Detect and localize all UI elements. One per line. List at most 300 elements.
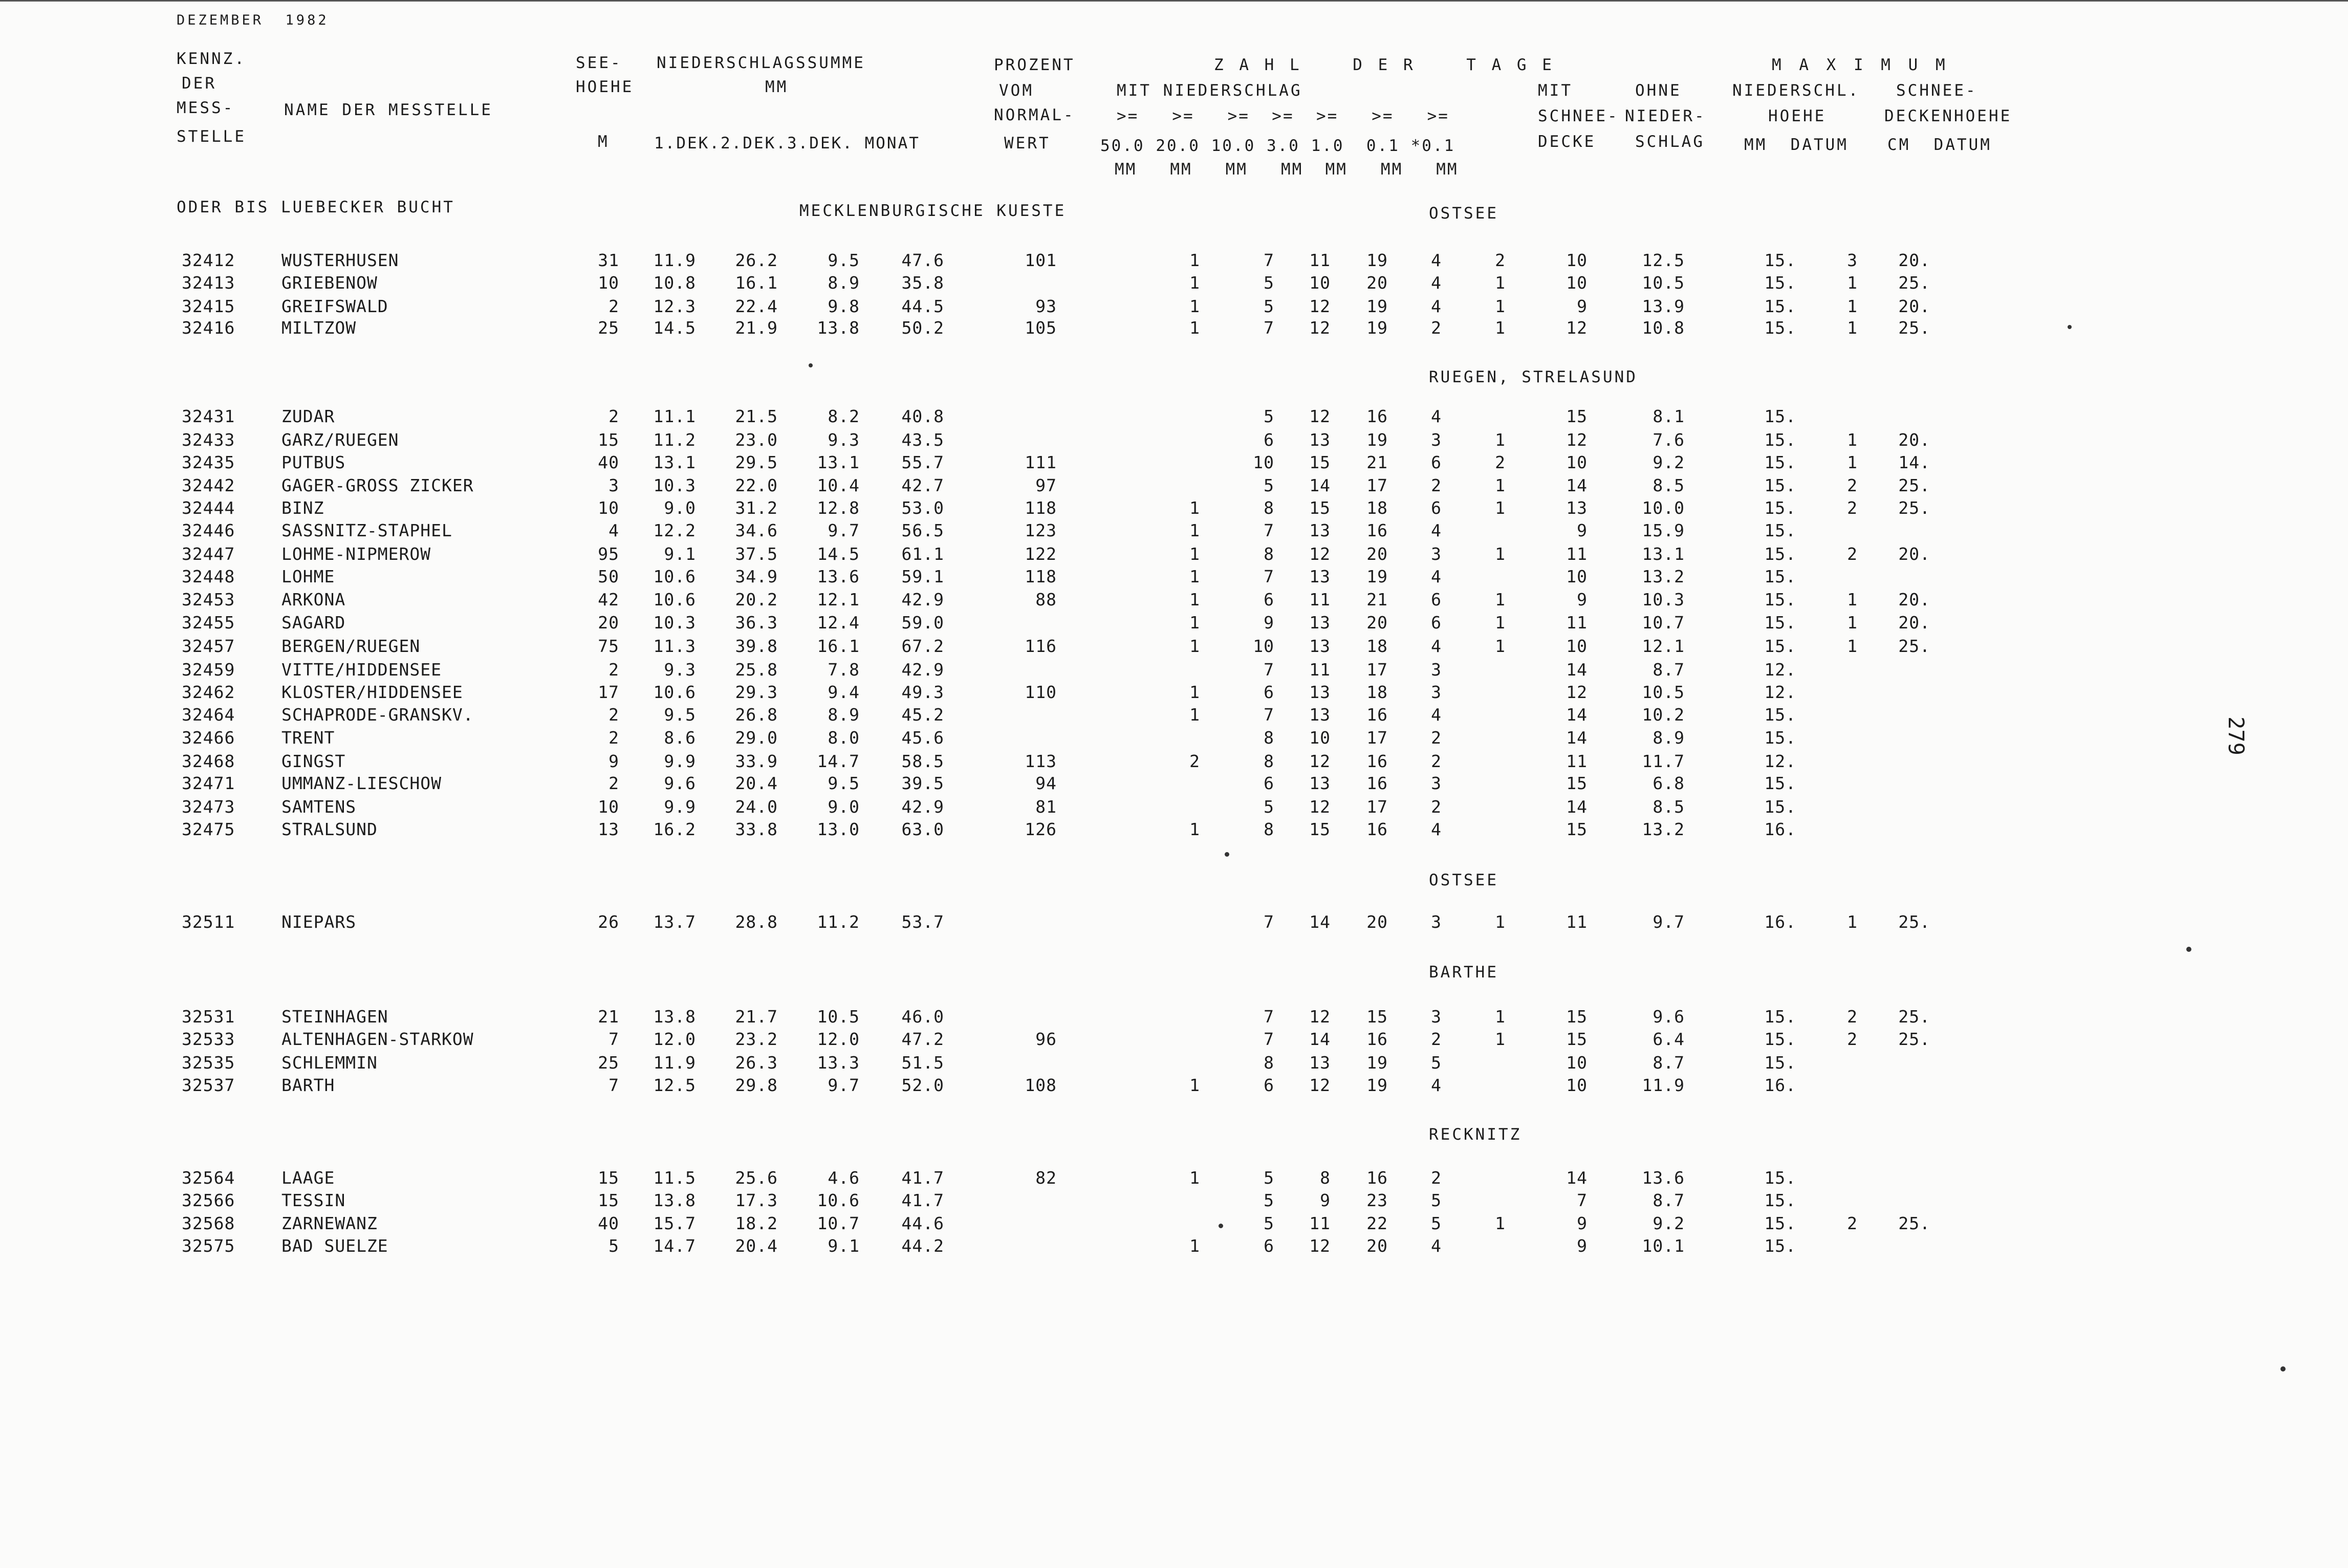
cell-id: 32537 xyxy=(182,1075,235,1095)
cell-schnee-cm: 14. xyxy=(1898,452,1930,472)
cell-schnee-cm: 25. xyxy=(1898,1007,1930,1027)
cell-ohne-ns: 8.5 xyxy=(1653,475,1685,495)
cell-max-mm: 12. xyxy=(1764,751,1796,771)
cell-name: TRENT xyxy=(281,728,335,748)
cell-d2: 29.0 xyxy=(735,728,778,748)
cell-ohne-ns: 13.6 xyxy=(1642,1168,1685,1188)
cell-d3: 13.3 xyxy=(817,1053,860,1073)
cell-d1: 16.2 xyxy=(653,819,696,839)
cell-d1: 9.9 xyxy=(664,751,696,771)
cell-name: LAAGE xyxy=(281,1168,335,1188)
cell-d1: 14.5 xyxy=(653,318,696,338)
cell-d1: 11.5 xyxy=(653,1168,696,1188)
cell-tlt: 1 xyxy=(1495,613,1506,633)
cell-t10: 7 xyxy=(1264,1029,1274,1049)
cell-t1: 18 xyxy=(1366,498,1388,518)
cell-t01: 6 xyxy=(1431,590,1442,609)
cell-t01: 4 xyxy=(1431,819,1442,839)
cell-t1: 16 xyxy=(1366,406,1388,426)
cell-name: SAGARD xyxy=(281,613,346,633)
cell-t10: 7 xyxy=(1264,318,1274,338)
name-header: NAME DER MESSTELLE xyxy=(284,101,493,119)
cell-monat: 63.0 xyxy=(901,819,944,839)
cell-hoehe: 95 xyxy=(598,544,619,564)
cell-id: 32464 xyxy=(182,705,235,725)
cell-t3: 9 xyxy=(1320,1190,1331,1210)
cell-t01: 5 xyxy=(1431,1190,1442,1210)
cell-hoehe: 3 xyxy=(608,475,619,495)
cell-schnee-tage: 10 xyxy=(1566,1053,1588,1073)
cell-monat: 40.8 xyxy=(901,406,944,426)
cell-t20: 1 xyxy=(1189,544,1200,564)
cell-schnee-tage: 11 xyxy=(1566,751,1588,771)
cell-t10: 10 xyxy=(1253,636,1274,656)
cell-hoehe: 15 xyxy=(598,430,619,450)
cell-d2: 23.2 xyxy=(735,1029,778,1049)
cell-t01: 4 xyxy=(1431,296,1442,316)
cell-id: 32447 xyxy=(182,544,235,564)
ns-summe-header: NIEDERSCHLAGSSUMME xyxy=(657,54,865,72)
cell-schnee-tage: 9 xyxy=(1577,590,1588,609)
cell-schnee-tage: 12 xyxy=(1566,318,1588,338)
cell-hoehe: 10 xyxy=(598,797,619,817)
cell-t3: 12 xyxy=(1309,296,1331,316)
max-schnee-header-1: SCHNEE- xyxy=(1896,81,1977,100)
dekaden-header: 1.DEK.2.DEK.3.DEK. MONAT xyxy=(654,134,920,153)
cell-max-mm: 15. xyxy=(1764,296,1796,316)
see-header-2: HOEHE xyxy=(576,78,634,96)
cell-d1: 13.7 xyxy=(653,912,696,932)
cell-d2: 22.4 xyxy=(735,296,778,316)
cell-d2: 21.5 xyxy=(735,406,778,426)
cell-t3: 13 xyxy=(1309,705,1331,725)
cell-d3: 12.1 xyxy=(817,590,860,609)
cell-d2: 23.0 xyxy=(735,430,778,450)
cell-schnee-cm: 25. xyxy=(1898,318,1930,338)
cell-schnee-tage: 14 xyxy=(1566,797,1588,817)
cell-max-mm: 15. xyxy=(1764,318,1796,338)
cell-t01: 6 xyxy=(1431,498,1442,518)
cell-d1: 10.8 xyxy=(653,273,696,293)
cell-monat: 52.0 xyxy=(901,1075,944,1095)
cell-t01: 3 xyxy=(1431,660,1442,680)
cell-t1: 16 xyxy=(1366,773,1388,793)
cell-d1: 8.6 xyxy=(664,728,696,748)
cell-t1: 21 xyxy=(1366,590,1388,609)
max-ns-header-3: MM DATUM xyxy=(1744,136,1849,154)
cell-monat: 42.9 xyxy=(901,590,944,609)
cell-t20: 1 xyxy=(1189,819,1200,839)
cell-t01: 3 xyxy=(1431,773,1442,793)
cell-schnee-cm: 20. xyxy=(1898,250,1930,270)
cell-max-mm: 15. xyxy=(1764,705,1796,725)
cell-d1: 10.6 xyxy=(653,567,696,586)
cell-t1: 16 xyxy=(1366,1168,1388,1188)
cell-ohne-ns: 9.6 xyxy=(1653,1007,1685,1027)
cell-schnee-cm: 25. xyxy=(1898,273,1930,293)
mit-schnee-header-3: DECKE xyxy=(1538,133,1596,151)
cell-d2: 25.6 xyxy=(735,1168,778,1188)
cell-schnee-tage: 10 xyxy=(1566,636,1588,656)
cell-max-mm: 15. xyxy=(1764,1029,1796,1049)
cell-name: SASSNITZ-STAPHEL xyxy=(281,520,452,540)
cell-d1: 10.3 xyxy=(653,475,696,495)
cell-id: 32416 xyxy=(182,318,235,338)
cell-d1: 9.5 xyxy=(664,705,696,725)
cell-hoehe: 42 xyxy=(598,590,619,609)
cell-t20: 1 xyxy=(1189,682,1200,702)
cell-t20: 1 xyxy=(1189,613,1200,633)
cell-t01: 3 xyxy=(1431,682,1442,702)
cell-ohne-ns: 10.7 xyxy=(1642,613,1685,633)
cell-id: 32459 xyxy=(182,660,235,680)
prozent-header-1: PROZENT xyxy=(994,56,1075,74)
cell-hoehe: 21 xyxy=(598,1007,619,1027)
cell-max-datum: 1 xyxy=(1847,273,1858,293)
cell-d2: 26.8 xyxy=(735,705,778,725)
cell-d1: 9.0 xyxy=(664,498,696,518)
cell-max-mm: 16. xyxy=(1764,1075,1796,1095)
cell-schnee-cm: 20. xyxy=(1898,613,1930,633)
cell-t10: 8 xyxy=(1264,728,1274,748)
cell-ohne-ns: 10.8 xyxy=(1642,318,1685,338)
cell-ohne-ns: 10.5 xyxy=(1642,273,1685,293)
cell-max-mm: 15. xyxy=(1764,273,1796,293)
cell-t3: 12 xyxy=(1309,751,1331,771)
cell-d3: 8.0 xyxy=(828,728,860,748)
prozent-header-2: VOM xyxy=(999,81,1034,100)
cell-d1: 12.5 xyxy=(653,1075,696,1095)
cell-ohne-ns: 8.9 xyxy=(1653,728,1685,748)
section-recknitz: RECKNITZ xyxy=(1429,1125,1522,1144)
cell-t1: 16 xyxy=(1366,751,1388,771)
cell-name: BERGEN/RUEGEN xyxy=(281,636,421,656)
cell-t10: 6 xyxy=(1264,1236,1274,1256)
cell-d2: 29.8 xyxy=(735,1075,778,1095)
ohne-ns-header-1: OHNE xyxy=(1635,81,1682,100)
mit-schnee-header-2: SCHNEE- xyxy=(1538,107,1619,125)
cell-d2: 33.8 xyxy=(735,819,778,839)
cell-schnee-tage: 15 xyxy=(1566,1007,1588,1027)
cell-max-datum: 3 xyxy=(1847,250,1858,270)
cell-d1: 9.1 xyxy=(664,544,696,564)
cell-t3: 12 xyxy=(1309,544,1331,564)
cell-t20: 1 xyxy=(1189,1168,1200,1188)
cell-t01: 3 xyxy=(1431,912,1442,932)
cell-t01: 3 xyxy=(1431,544,1442,564)
cell-monat: 44.2 xyxy=(901,1236,944,1256)
cell-name: GRIEBENOW xyxy=(281,273,378,293)
threshold-unit-row: MM MM MM MM MM MM MM xyxy=(1115,160,1459,179)
cell-max-mm: 16. xyxy=(1764,912,1796,932)
cell-ohne-ns: 8.7 xyxy=(1653,1053,1685,1073)
cell-t01: 2 xyxy=(1431,1029,1442,1049)
cell-d1: 9.6 xyxy=(664,773,696,793)
cell-name: BINZ xyxy=(281,498,324,518)
cell-id: 32535 xyxy=(182,1053,235,1073)
cell-hoehe: 13 xyxy=(598,819,619,839)
cell-max-datum: 1 xyxy=(1847,912,1858,932)
cell-schnee-tage: 12 xyxy=(1566,682,1588,702)
cell-max-datum: 1 xyxy=(1847,296,1858,316)
cell-d3: 14.7 xyxy=(817,751,860,771)
cell-max-mm: 15. xyxy=(1764,406,1796,426)
section-ostsee-2: OSTSEE xyxy=(1429,871,1498,889)
cell-d1: 11.3 xyxy=(653,636,696,656)
cell-t01: 4 xyxy=(1431,406,1442,426)
cell-max-datum: 1 xyxy=(1847,636,1858,656)
cell-t3: 12 xyxy=(1309,406,1331,426)
cell-prozent: 126 xyxy=(1025,819,1057,839)
cell-schnee-cm: 25. xyxy=(1898,1029,1930,1049)
cell-schnee-tage: 12 xyxy=(1566,430,1588,450)
cell-monat: 43.5 xyxy=(901,430,944,450)
cell-prozent: 82 xyxy=(1035,1168,1057,1188)
cell-id: 32457 xyxy=(182,636,235,656)
cell-t1: 15 xyxy=(1366,1007,1388,1027)
cell-id: 32435 xyxy=(182,452,235,472)
cell-d1: 10.3 xyxy=(653,613,696,633)
cell-prozent: 96 xyxy=(1035,1029,1057,1049)
cell-d3: 9.8 xyxy=(828,296,860,316)
ohne-ns-header-2: NIEDER- xyxy=(1625,107,1706,125)
cell-ohne-ns: 8.1 xyxy=(1653,406,1685,426)
cell-monat: 41.7 xyxy=(901,1190,944,1210)
cell-t1: 21 xyxy=(1366,452,1388,472)
scan-speck xyxy=(2186,947,2191,952)
cell-t01: 2 xyxy=(1431,797,1442,817)
cell-max-datum: 2 xyxy=(1847,498,1858,518)
cell-hoehe: 2 xyxy=(608,406,619,426)
cell-id: 32433 xyxy=(182,430,235,450)
cell-id: 32412 xyxy=(182,250,235,270)
cell-d2: 33.9 xyxy=(735,751,778,771)
cell-name: GREIFSWALD xyxy=(281,296,388,316)
cell-prozent: 81 xyxy=(1035,797,1057,817)
cell-t1: 17 xyxy=(1366,797,1388,817)
cell-d2: 20.4 xyxy=(735,773,778,793)
scan-speck xyxy=(1219,1224,1223,1228)
cell-t01: 4 xyxy=(1431,705,1442,725)
cell-tlt: 1 xyxy=(1495,318,1506,338)
cell-monat: 44.6 xyxy=(901,1213,944,1233)
cell-prozent: 108 xyxy=(1025,1075,1057,1095)
cell-d1: 11.9 xyxy=(653,250,696,270)
cell-hoehe: 15 xyxy=(598,1190,619,1210)
cell-d2: 17.3 xyxy=(735,1190,778,1210)
cell-d2: 29.3 xyxy=(735,682,778,702)
cell-name: ALTENHAGEN-STARKOW xyxy=(281,1029,474,1049)
cell-t10: 8 xyxy=(1264,544,1274,564)
cell-t20: 1 xyxy=(1189,590,1200,609)
cell-t10: 7 xyxy=(1264,660,1274,680)
cell-max-mm: 16. xyxy=(1764,819,1796,839)
cell-name: PUTBUS xyxy=(281,452,346,472)
cell-d2: 25.8 xyxy=(735,660,778,680)
scan-speck xyxy=(2280,1366,2286,1371)
cell-t3: 13 xyxy=(1309,567,1331,586)
cell-name: LOHME-NIPMEROW xyxy=(281,544,431,564)
cell-d2: 21.9 xyxy=(735,318,778,338)
cell-schnee-tage: 15 xyxy=(1566,773,1588,793)
cell-monat: 47.2 xyxy=(901,1029,944,1049)
cell-t01: 5 xyxy=(1431,1213,1442,1233)
cell-name: NIEPARS xyxy=(281,912,357,932)
cell-prozent: 116 xyxy=(1025,636,1057,656)
cell-max-mm: 15. xyxy=(1764,636,1796,656)
kennz-header-2: DER xyxy=(182,74,216,93)
cell-t01: 2 xyxy=(1431,475,1442,495)
cell-t1: 22 xyxy=(1366,1213,1388,1233)
cell-ohne-ns: 13.1 xyxy=(1642,544,1685,564)
cell-id: 32431 xyxy=(182,406,235,426)
cell-tlt: 2 xyxy=(1495,250,1506,270)
cell-monat: 49.3 xyxy=(901,682,944,702)
cell-id: 32413 xyxy=(182,273,235,293)
cell-hoehe: 31 xyxy=(598,250,619,270)
cell-hoehe: 2 xyxy=(608,296,619,316)
cell-d3: 11.2 xyxy=(817,912,860,932)
cell-name: ZUDAR xyxy=(281,406,335,426)
cell-d2: 28.8 xyxy=(735,912,778,932)
cell-d2: 34.6 xyxy=(735,520,778,540)
cell-t10: 9 xyxy=(1264,613,1274,633)
cell-d3: 10.6 xyxy=(817,1190,860,1210)
cell-d3: 9.7 xyxy=(828,520,860,540)
cell-ohne-ns: 13.2 xyxy=(1642,567,1685,586)
cell-schnee-cm: 20. xyxy=(1898,544,1930,564)
cell-t01: 6 xyxy=(1431,452,1442,472)
cell-t1: 18 xyxy=(1366,636,1388,656)
cell-t1: 18 xyxy=(1366,682,1388,702)
cell-d3: 8.9 xyxy=(828,705,860,725)
cell-ohne-ns: 11.9 xyxy=(1642,1075,1685,1095)
cell-monat: 53.7 xyxy=(901,912,944,932)
cell-id: 32446 xyxy=(182,520,235,540)
cell-t3: 14 xyxy=(1309,475,1331,495)
cell-t3: 11 xyxy=(1309,1213,1331,1233)
cell-tlt: 1 xyxy=(1495,296,1506,316)
intro-line: ODER BIS LUEBECKER BUCHT xyxy=(177,198,455,216)
cell-schnee-tage: 14 xyxy=(1566,1168,1588,1188)
cell-prozent: 118 xyxy=(1025,498,1057,518)
cell-name: MILTZOW xyxy=(281,318,357,338)
cell-t01: 2 xyxy=(1431,1168,1442,1188)
cell-t3: 10 xyxy=(1309,273,1331,293)
cell-schnee-tage: 10 xyxy=(1566,1075,1588,1095)
cell-schnee-tage: 10 xyxy=(1566,250,1588,270)
mit-niederschlag-header: MIT NIEDERSCHLAG xyxy=(1117,81,1302,100)
cell-schnee-tage: 14 xyxy=(1566,660,1588,680)
max-ns-header-1: NIEDERSCHL. xyxy=(1732,81,1860,100)
cell-ohne-ns: 9.2 xyxy=(1653,1213,1685,1233)
cell-ohne-ns: 10.2 xyxy=(1642,705,1685,725)
cell-t3: 8 xyxy=(1320,1168,1331,1188)
cell-t10: 5 xyxy=(1264,273,1274,293)
cell-t20: 1 xyxy=(1189,1236,1200,1256)
cell-max-datum: 1 xyxy=(1847,430,1858,450)
cell-t10: 7 xyxy=(1264,250,1274,270)
cell-monat: 56.5 xyxy=(901,520,944,540)
cell-monat: 42.7 xyxy=(901,475,944,495)
cell-t1: 20 xyxy=(1366,273,1388,293)
cell-t01: 2 xyxy=(1431,318,1442,338)
cell-d2: 29.5 xyxy=(735,452,778,472)
cell-max-mm: 15. xyxy=(1764,797,1796,817)
cell-t3: 11 xyxy=(1309,250,1331,270)
cell-t20: 2 xyxy=(1189,751,1200,771)
cell-max-datum: 1 xyxy=(1847,613,1858,633)
cell-ohne-ns: 15.9 xyxy=(1642,520,1685,540)
cell-schnee-tage: 11 xyxy=(1566,912,1588,932)
cell-t10: 6 xyxy=(1264,682,1274,702)
cell-schnee-cm: 25. xyxy=(1898,912,1930,932)
cell-id: 32455 xyxy=(182,613,235,633)
cell-ohne-ns: 8.7 xyxy=(1653,1190,1685,1210)
cell-d2: 16.1 xyxy=(735,273,778,293)
cell-name: WUSTERHUSEN xyxy=(281,250,399,270)
cell-d2: 18.2 xyxy=(735,1213,778,1233)
cell-monat: 51.5 xyxy=(901,1053,944,1073)
cell-t01: 3 xyxy=(1431,1007,1442,1027)
cell-max-mm: 15. xyxy=(1764,475,1796,495)
cell-schnee-tage: 9 xyxy=(1577,1236,1588,1256)
cell-schnee-tage: 9 xyxy=(1577,1213,1588,1233)
cell-t10: 5 xyxy=(1264,475,1274,495)
cell-t01: 4 xyxy=(1431,567,1442,586)
cell-t01: 4 xyxy=(1431,520,1442,540)
cell-t01: 4 xyxy=(1431,273,1442,293)
cell-schnee-tage: 15 xyxy=(1566,819,1588,839)
cell-t3: 12 xyxy=(1309,797,1331,817)
cell-d2: 20.2 xyxy=(735,590,778,609)
cell-t10: 6 xyxy=(1264,430,1274,450)
cell-t01: 4 xyxy=(1431,1236,1442,1256)
cell-hoehe: 2 xyxy=(608,773,619,793)
cell-t1: 16 xyxy=(1366,819,1388,839)
cell-d1: 12.0 xyxy=(653,1029,696,1049)
cell-name: LOHME xyxy=(281,567,335,586)
cell-d3: 13.0 xyxy=(817,819,860,839)
cell-t1: 16 xyxy=(1366,1029,1388,1049)
top-rule xyxy=(0,0,2348,2)
cell-t1: 17 xyxy=(1366,660,1388,680)
cell-d2: 31.2 xyxy=(735,498,778,518)
cell-schnee-tage: 14 xyxy=(1566,475,1588,495)
cell-schnee-tage: 11 xyxy=(1566,544,1588,564)
kennz-header-3: MESS- xyxy=(177,99,235,117)
cell-d1: 10.6 xyxy=(653,682,696,702)
cell-d3: 9.1 xyxy=(828,1236,860,1256)
cell-t3: 15 xyxy=(1309,819,1331,839)
cell-max-datum: 1 xyxy=(1847,590,1858,609)
cell-t3: 13 xyxy=(1309,613,1331,633)
cell-ohne-ns: 10.5 xyxy=(1642,682,1685,702)
cell-d3: 10.4 xyxy=(817,475,860,495)
cell-tlt: 1 xyxy=(1495,475,1506,495)
cell-monat: 59.1 xyxy=(901,567,944,586)
cell-id: 32462 xyxy=(182,682,235,702)
cell-max-mm: 15. xyxy=(1764,773,1796,793)
header-date: DEZEMBER 1982 xyxy=(177,12,329,28)
cell-ohne-ns: 10.3 xyxy=(1642,590,1685,609)
cell-name: SCHAPRODE-GRANSKV. xyxy=(281,705,474,725)
cell-t10: 8 xyxy=(1264,751,1274,771)
cell-t1: 23 xyxy=(1366,1190,1388,1210)
cell-name: KLOSTER/HIDDENSEE xyxy=(281,682,463,702)
cell-hoehe: 75 xyxy=(598,636,619,656)
cell-max-mm: 15. xyxy=(1764,728,1796,748)
